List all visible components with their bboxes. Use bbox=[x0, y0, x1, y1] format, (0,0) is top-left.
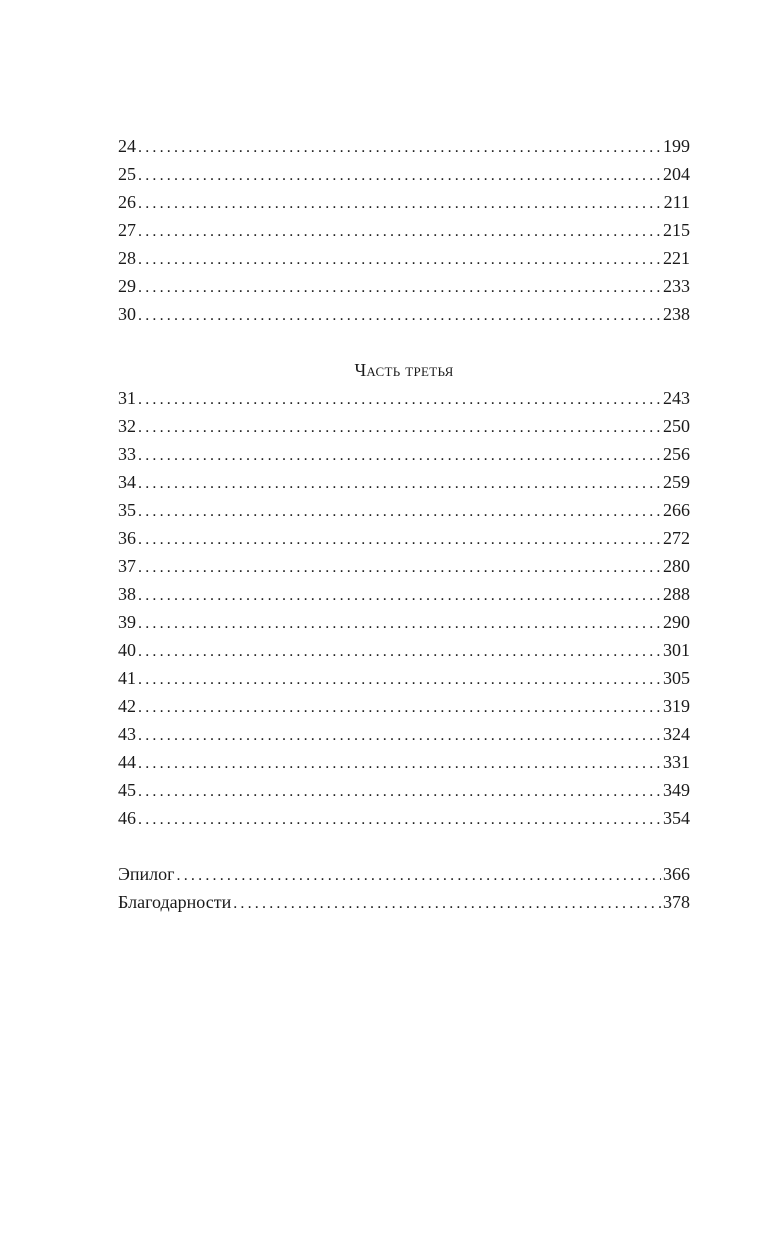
dot-leader bbox=[138, 694, 661, 720]
toc-entry-page: 204 bbox=[663, 164, 690, 184]
dot-leader bbox=[138, 162, 661, 188]
toc-entry-page: 221 bbox=[663, 248, 690, 268]
toc-entry-label: 44 bbox=[118, 752, 136, 772]
toc-entry-label: 36 bbox=[118, 528, 136, 548]
dot-leader bbox=[177, 862, 661, 888]
toc-entry-label: 34 bbox=[118, 472, 136, 492]
toc-entry-page: 378 bbox=[663, 892, 690, 912]
toc-entry-page: 215 bbox=[663, 220, 690, 240]
toc-back-matter bbox=[118, 860, 690, 916]
dot-leader bbox=[138, 722, 661, 748]
toc-entry-label: 42 bbox=[118, 696, 136, 716]
toc-entry-38 bbox=[118, 580, 690, 608]
toc-entry-25 bbox=[118, 160, 690, 188]
dot-leader bbox=[138, 582, 661, 608]
dot-leader bbox=[138, 274, 661, 300]
toc-entry-page: 266 bbox=[663, 500, 690, 520]
toc-entry-43 bbox=[118, 720, 690, 748]
toc-entry-page: 301 bbox=[663, 640, 690, 660]
toc-entry-24 bbox=[118, 132, 690, 160]
toc-entry-34 bbox=[118, 468, 690, 496]
toc-entry-label: 38 bbox=[118, 584, 136, 604]
toc-entry-label: 26 bbox=[118, 192, 136, 212]
dot-leader bbox=[138, 190, 662, 216]
toc-entry-45 bbox=[118, 776, 690, 804]
toc-entry-label: 45 bbox=[118, 780, 136, 800]
toc-entry-label: 43 bbox=[118, 724, 136, 744]
toc-entry-page: 319 bbox=[663, 696, 690, 716]
toc-entry-page: 199 bbox=[663, 136, 690, 156]
toc-entry-label: 41 bbox=[118, 668, 136, 688]
dot-leader bbox=[138, 470, 661, 496]
toc-entry-33 bbox=[118, 440, 690, 468]
dot-leader bbox=[138, 806, 661, 832]
dot-leader bbox=[138, 218, 661, 244]
toc-entry-label: 37 bbox=[118, 556, 136, 576]
toc-entry-label: 35 bbox=[118, 500, 136, 520]
toc-entry-40 bbox=[118, 636, 690, 664]
toc-entry-page: 290 bbox=[663, 612, 690, 632]
toc-entry-label: 29 bbox=[118, 276, 136, 296]
section-spacer bbox=[118, 832, 690, 860]
part-heading: Часть третья bbox=[354, 360, 454, 380]
toc-entry-label: 24 bbox=[118, 136, 136, 156]
dot-leader bbox=[138, 386, 661, 412]
dot-leader bbox=[138, 246, 661, 272]
toc-entry-label: 39 bbox=[118, 612, 136, 632]
toc-entry-page: 243 bbox=[663, 388, 690, 408]
toc-entry-label: 33 bbox=[118, 444, 136, 464]
toc-entry-page: 250 bbox=[663, 416, 690, 436]
section-spacer bbox=[118, 328, 690, 356]
dot-leader bbox=[138, 498, 661, 524]
toc-entry-39 bbox=[118, 608, 690, 636]
toc-entry-page: 288 bbox=[663, 584, 690, 604]
dot-leader bbox=[138, 778, 661, 804]
dot-leader bbox=[138, 638, 661, 664]
toc-entry-acknowledgements bbox=[118, 888, 690, 916]
toc-entry-page: 233 bbox=[663, 276, 690, 296]
toc-entry-26 bbox=[118, 188, 690, 216]
toc-entry-label: 32 bbox=[118, 416, 136, 436]
toc-entry-page: 238 bbox=[663, 304, 690, 324]
toc-entry-31 bbox=[118, 384, 690, 412]
dot-leader bbox=[138, 554, 661, 580]
table-of-contents bbox=[118, 132, 690, 916]
dot-leader bbox=[138, 414, 661, 440]
dot-leader bbox=[138, 442, 661, 468]
toc-entry-page: 272 bbox=[663, 528, 690, 548]
toc-entry-page: 366 bbox=[663, 864, 690, 884]
dot-leader bbox=[233, 890, 661, 916]
toc-entry-page: 305 bbox=[663, 668, 690, 688]
toc-entry-label: 28 bbox=[118, 248, 136, 268]
toc-entry-46 bbox=[118, 804, 690, 832]
toc-entry-label: 25 bbox=[118, 164, 136, 184]
dot-leader bbox=[138, 750, 661, 776]
toc-entry-label: 31 bbox=[118, 388, 136, 408]
toc-entry-27 bbox=[118, 216, 690, 244]
toc-entry-page: 324 bbox=[663, 724, 690, 744]
toc-entry-29 bbox=[118, 272, 690, 300]
toc-entry-page: 256 bbox=[663, 444, 690, 464]
toc-entry-label: Благодарности bbox=[118, 892, 232, 912]
toc-entry-30 bbox=[118, 300, 690, 328]
toc-entry-36 bbox=[118, 524, 690, 552]
toc-entry-page: 349 bbox=[663, 780, 690, 800]
toc-section-one bbox=[118, 132, 690, 328]
toc-entry-page: 259 bbox=[663, 472, 690, 492]
toc-entry-label: 46 bbox=[118, 808, 136, 828]
toc-entry-page: 211 bbox=[663, 192, 690, 212]
toc-entry-32 bbox=[118, 412, 690, 440]
toc-entry-42 bbox=[118, 692, 690, 720]
dot-leader bbox=[138, 526, 661, 552]
toc-entry-label: 40 bbox=[118, 640, 136, 660]
toc-part-three bbox=[118, 356, 690, 832]
toc-entry-37 bbox=[118, 552, 690, 580]
toc-entry-page: 280 bbox=[663, 556, 690, 576]
toc-entry-44 bbox=[118, 748, 690, 776]
dot-leader bbox=[138, 302, 661, 328]
toc-entry-41 bbox=[118, 664, 690, 692]
toc-entry-page: 331 bbox=[663, 752, 690, 772]
dot-leader bbox=[138, 666, 661, 692]
dot-leader bbox=[138, 134, 661, 160]
dot-leader bbox=[138, 610, 661, 636]
toc-entry-epilogue bbox=[118, 860, 690, 888]
toc-entry-label: 30 bbox=[118, 304, 136, 324]
toc-entry-label: Эпилог bbox=[118, 864, 175, 884]
toc-entry-page: 354 bbox=[663, 808, 690, 828]
toc-entry-label: 27 bbox=[118, 220, 136, 240]
toc-entry-35 bbox=[118, 496, 690, 524]
toc-entry-28 bbox=[118, 244, 690, 272]
